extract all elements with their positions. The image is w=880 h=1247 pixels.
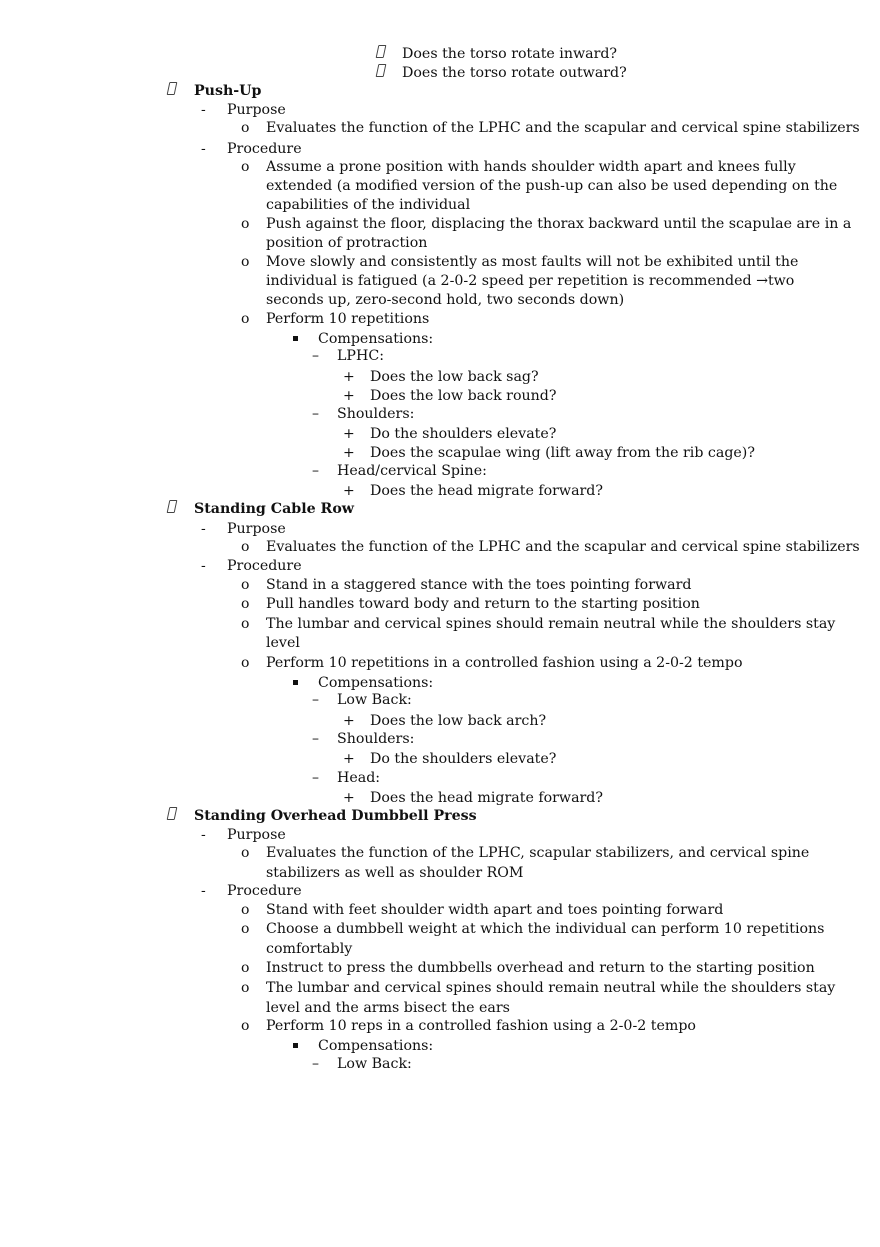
list-item: Do the shoulders elevate? [370,426,557,442]
missing-glyph-icon [168,807,176,826]
endash-bullet: – [312,463,319,479]
dash-bullet: - [201,827,206,843]
group-label: Head/cervical Spine: [337,463,487,479]
purpose-label: Purpose [227,102,286,118]
list-item: Move slowly and consistently as most faults will not be exhibited until the [266,254,799,270]
plus-bullet: + [343,426,355,442]
dash-bullet: - [201,141,206,157]
circle-bullet: o [241,921,250,937]
list-item: Instruct to press the dumbbells overhead and return to the starting position [266,960,815,976]
square-bullet [293,336,298,341]
list-item: Evaluates the function of the LPHC, scapular stabilizers, and cervical spine [266,845,810,861]
procedure-label: Procedure [227,558,302,574]
compensations-label: Compensations: [318,331,434,347]
circle-bullet: o [241,159,250,175]
missing-glyph-icon [377,45,385,64]
dash-bullet: - [201,521,206,537]
list-item: Assume a prone position with hands shoulder width apart and knees fully [266,159,796,175]
list-item: Does the torso rotate inward? [402,46,618,62]
endash-bullet: – [312,406,319,422]
circle-bullet: o [241,311,250,327]
plus-bullet: + [343,369,355,385]
missing-glyph-icon [168,500,176,519]
group-label: Head: [337,770,381,786]
plus-bullet: + [343,483,355,499]
circle-bullet: o [241,980,250,996]
compensations-label: Compensations: [318,675,434,691]
list-item: Push against the floor, displacing the thorax backward until the scapulae are in a [266,216,852,232]
group-label: Shoulders: [337,731,415,747]
group-label: LPHC: [337,348,384,364]
section-title-push-up: Push-Up [194,83,262,99]
list-item-continuation: capabilities of the individual [266,197,471,213]
section-title-overhead-press: Standing Overhead Dumbbell Press [194,808,477,824]
list-item: Evaluates the function of the LPHC and the scapular and cervical spine stabilizers [266,120,860,136]
list-item: Does the low back sag? [370,369,539,385]
plus-bullet: + [343,388,355,404]
circle-bullet: o [241,577,250,593]
list-item-continuation: stabilizers as well as shoulder ROM [266,865,524,881]
compensations-label: Compensations: [318,1038,434,1054]
circle-bullet: o [241,1018,250,1034]
endash-bullet: – [312,348,319,364]
plus-bullet: + [343,713,355,729]
list-item: The lumbar and cervical spines should remain neutral while the shoulders stay [266,616,836,632]
list-item: Does the torso rotate outward? [402,65,627,81]
procedure-label: Procedure [227,883,302,899]
dash-bullet: - [201,883,206,899]
purpose-label: Purpose [227,827,286,843]
square-bullet [293,1043,298,1048]
circle-bullet: o [241,120,250,136]
list-item: Does the low back round? [370,388,557,404]
plus-bullet: + [343,790,355,806]
list-item: Perform 10 repetitions [266,311,430,327]
list-item-continuation: individual is fatigued (a 2-0-2 speed per repetition is recommended →two [266,273,795,289]
square-bullet [293,680,298,685]
list-item: Choose a dumbbell weight at which the individual can perform 10 repetitions [266,921,825,937]
procedure-label: Procedure [227,141,302,157]
list-item: Pull handles toward body and return to the starting position [266,596,700,612]
list-item: Does the head migrate forward? [370,483,603,499]
circle-bullet: o [241,845,250,861]
circle-bullet: o [241,902,250,918]
plus-bullet: + [343,751,355,767]
missing-glyph-icon [377,64,385,83]
list-item: Does the head migrate forward? [370,790,603,806]
list-item: Perform 10 repetitions in a controlled fashion using a 2-0-2 tempo [266,655,743,671]
endash-bullet: – [312,1056,319,1072]
section-title-cable-row: Standing Cable Row [194,501,355,517]
list-item-continuation: seconds up, zero-second hold, two seconds down) [266,292,625,308]
purpose-label: Purpose [227,521,286,537]
list-item-continuation: position of protraction [266,235,428,251]
circle-bullet: o [241,216,250,232]
list-item: Stand with feet shoulder width apart and toes pointing forward [266,902,724,918]
list-item: Perform 10 reps in a controlled fashion using a 2-0-2 tempo [266,1018,696,1034]
list-item-continuation: extended (a modified version of the push-up can also be used depending on the [266,178,838,194]
circle-bullet: o [241,596,250,612]
list-item-continuation: level and the arms bisect the ears [266,1000,510,1016]
list-item-continuation: comfortably [266,941,353,957]
list-item: Does the scapulae wing (lift away from the rib cage)? [370,445,755,461]
circle-bullet: o [241,254,250,270]
endash-bullet: – [312,692,319,708]
circle-bullet: o [241,616,250,632]
endash-bullet: – [312,770,319,786]
list-item: The lumbar and cervical spines should remain neutral while the shoulders stay [266,980,836,996]
list-item: Stand in a staggered stance with the toes pointing forward [266,577,692,593]
plus-bullet: + [343,445,355,461]
dash-bullet: - [201,558,206,574]
group-label: Low Back: [337,692,412,708]
circle-bullet: o [241,655,250,671]
list-item-continuation: level [266,635,300,651]
list-item: Does the low back arch? [370,713,547,729]
missing-glyph-icon [168,82,176,101]
list-item: Evaluates the function of the LPHC and the scapular and cervical spine stabilizers [266,539,860,555]
list-item: Do the shoulders elevate? [370,751,557,767]
circle-bullet: o [241,539,250,555]
endash-bullet: – [312,731,319,747]
dash-bullet: - [201,102,206,118]
circle-bullet: o [241,960,250,976]
group-label: Low Back: [337,1056,412,1072]
group-label: Shoulders: [337,406,415,422]
